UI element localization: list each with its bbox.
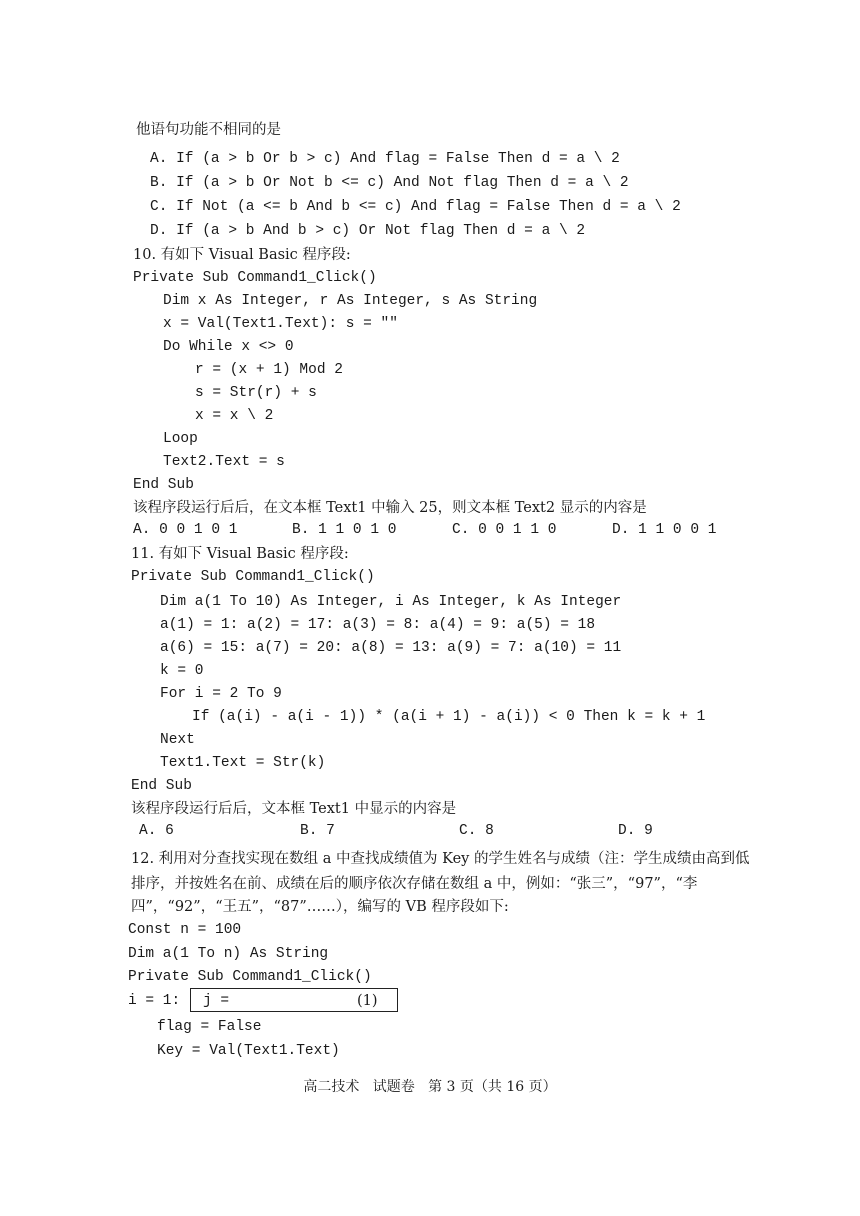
q10-code-line: Do While x <> 0: [163, 339, 294, 355]
q12-code-line: Key = Val(Text1.Text): [157, 1043, 340, 1059]
question-12-stem: 四”，“92”，“王五”，“87”……），编写的 VB 程序段如下:: [131, 899, 509, 915]
question-12-stem: 12. 利用对分查找实现在数组 a 中查找成绩值为 Key 的学生姓名与成绩（注：学生成绩由高到低: [131, 851, 750, 867]
q12-code-line: Const n = 100: [128, 922, 242, 938]
q11-code-line: a(6) = 15: a(7) = 20: a(8) = 13: a(9) = 7: a(10) = 11: [160, 640, 622, 656]
q10-code-line: End Sub: [133, 477, 194, 493]
q9-option-b: B. If (a > b Or Not b <= c) And Not flag Then d = a \ 2: [150, 175, 629, 191]
q10-code-line: s = Str(r) + s: [195, 385, 317, 401]
question-11-stem: 11. 有如下 Visual Basic 程序段:: [131, 546, 349, 562]
q10-option-b: B. 1 1 0 1 0: [292, 522, 397, 538]
q10-code-line: x = Val(Text1.Text): s = "": [163, 316, 398, 332]
q12-code-line: flag = False: [157, 1019, 262, 1035]
q10-code-line: Loop: [163, 431, 198, 447]
question-12-stem: 排序，并按姓名在前、成绩在后的顺序依次存储在数组 a 中，例如：“张三”，“97”，“李: [131, 876, 698, 892]
q10-code-line: x = x \ 2: [195, 408, 274, 424]
q11-code-line: k = 0: [160, 663, 204, 679]
question-10-stem: 10. 有如下 Visual Basic 程序段:: [133, 247, 351, 263]
q12-code-line: Dim a(1 To n) As String: [128, 946, 329, 962]
q10-code-line: r = (x + 1) Mod 2: [195, 362, 343, 378]
q9-option-a: A. If (a > b Or b > c) And flag = False Then d = a \ 2: [150, 151, 620, 167]
q11-code-line: Text1.Text = Str(k): [160, 755, 326, 771]
q11-code-line: a(1) = 1: a(2) = 17: a(3) = 8: a(4) = 9: a(5) = 18: [160, 617, 596, 633]
q10-code-line: Dim x As Integer, r As Integer, s As String: [163, 293, 538, 309]
page-footer: 高二技术 试题卷 第 3 页（共 16 页）: [303, 1079, 557, 1095]
q11-code-line: Private Sub Command1_Click(): [131, 569, 375, 585]
q11-code-line: Next: [160, 732, 195, 748]
q11-code-line: For i = 2 To 9: [160, 686, 282, 702]
q10-option-a: A. 0 0 1 0 1: [133, 522, 238, 538]
question-9-stem-tail: 他语句功能不相同的是: [136, 122, 281, 138]
q11-question: 该程序段运行后后，文本框 Text1 中显示的内容是: [131, 801, 457, 817]
q11-option-a: A. 6: [139, 823, 174, 839]
q11-option-b: B. 7: [300, 823, 335, 839]
q9-option-d: D. If (a > b And b > c) Or Not flag Then d = a \ 2: [150, 223, 586, 239]
q12-blank-code: j =: [203, 993, 230, 1009]
q10-code-line: Text2.Text = s: [163, 454, 285, 470]
q10-code-line: Private Sub Command1_Click(): [133, 270, 377, 286]
q10-question: 该程序段运行后后，在文本框 Text1 中输入 25，则文本框 Text2 显示的内容是: [133, 500, 647, 516]
q9-option-c: C. If Not (a <= b And b <= c) And flag = False Then d = a \ 2: [150, 199, 681, 215]
blank-number-label: (1): [357, 993, 378, 1009]
q11-option-d: D. 9: [618, 823, 653, 839]
q12-code-line: i = 1:: [128, 993, 181, 1009]
q11-code-line: End Sub: [131, 778, 192, 794]
q11-code-line: If (a(i) - a(i - 1)) * (a(i + 1) - a(i)) < 0 Then k = k + 1: [192, 709, 706, 725]
q10-option-d: D. 1 1 0 0 1: [612, 522, 717, 538]
q12-code-line: Private Sub Command1_Click(): [128, 969, 372, 985]
q10-option-c: C. 0 0 1 1 0: [452, 522, 557, 538]
q11-code-line: Dim a(1 To 10) As Integer, i As Integer, k As Integer: [160, 594, 622, 610]
q11-option-c: C. 8: [459, 823, 494, 839]
